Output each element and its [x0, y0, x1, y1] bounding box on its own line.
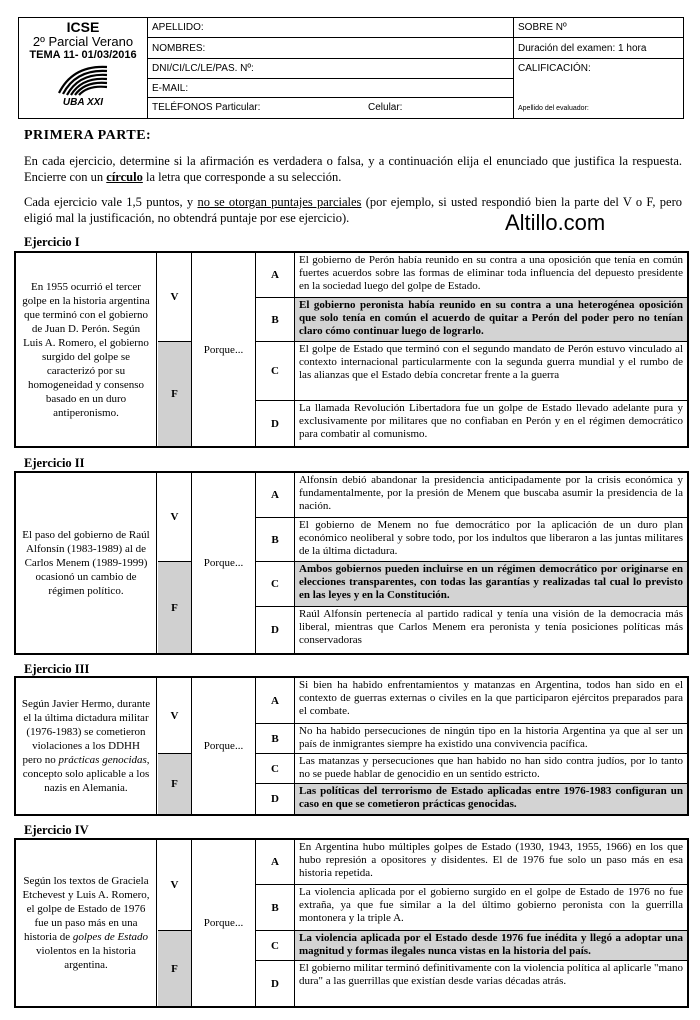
exercise-4-statement: Según los textos de Graciela Etchevest y Luis A. Romero, el golpe de Estado de 1976 fue un paso más en una historia de golpes de Estado violentos en la historia argentina. [16, 840, 157, 1006]
telefonos-field[interactable] [148, 98, 513, 118]
apellido-label: APELLIDO: [152, 22, 204, 33]
exercise-3-option-d[interactable]: D Las políticas del terrorismo de Estado aplicadas entre 1976-1983 configuran un caso en que se cometieron prácticas genocidas. [256, 784, 687, 814]
nombres-field[interactable] [148, 38, 513, 59]
exercise-2-title: Ejercicio II [24, 456, 85, 470]
exercise-1-porque: Porque... [192, 253, 256, 446]
nombres-label: NOMBRES: [152, 43, 206, 54]
celular-label: Celular: [368, 102, 403, 113]
exercise-4-false-option[interactable]: F [158, 931, 192, 1006]
instructions-paragraph-2: Cada ejercicio vale 1,5 puntos, y no se otorgan puntajes parciales (por ejemplo, si usted respondió bien la parte del V o F, pero eligió mal la justificación, no obtendrá puntaje por ese ejercicio). [24, 195, 682, 225]
exercise-3-true-option[interactable]: V [158, 678, 192, 754]
exercise-2-option-b[interactable]: B El gobierno de Menem no fue democrático por la aplicación de un duro plan económico neoliberal y sobre todo, por los indultos que liberaron a las juntas militares de la última dictadura. [256, 518, 687, 562]
uba-logo-icon [55, 63, 111, 97]
exercise-4-table [14, 838, 689, 1008]
exercise-1-statement: En 1955 ocurrió el tercer golpe en la historia argentina que terminó con el gobierno de Juan D. Perón. Según Luis A. Romero, el gobierno surgido del golpe se caracterizó por su homogeneidad y consenso basado en un duro antiperonismo. [16, 253, 157, 446]
exercise-3-option-b[interactable]: B No ha habido persecuciones de ningún tipo en la historia Argentina ya que al ser un país de inmigrantes siempre ha existido una convivencia pacífica. [256, 724, 687, 754]
exercise-1-false-option[interactable]: F [158, 342, 192, 446]
exercise-3-porque: Porque... [192, 678, 256, 814]
exercise-4-true-option[interactable]: V [158, 840, 192, 931]
exercise-2-option-c[interactable]: C Ambos gobiernos pueden incluirse en un régimen democrático por originarse en elecciones transparentes, con todas las garantías y realizadas tal cual lo previsto en las leyes y en la Constitución. [256, 562, 687, 607]
exam-name: 2º Parcial Verano [32, 34, 134, 49]
school-name: ICSE [66, 19, 100, 35]
email-label: E-MAIL: [152, 83, 189, 94]
exam-header [18, 17, 684, 119]
exercise-3-statement: Según Javier Hermo, durante el la última dictadura militar (1976-1983) se cometieron violaciones a los DDHH pero no prácticas genocidas, concepto solo aplicable a los nazis en Alemania. [16, 678, 157, 814]
duracion-field: Duración del examen: 1 hora [514, 38, 683, 59]
exercise-2-true-option[interactable]: V [158, 473, 192, 562]
exercise-4-porque: Porque... [192, 840, 256, 1006]
exercise-1-option-d[interactable]: D La llamada Revolución Libertadora fue un golpe de Estado llevado adelante pura y exclusivamente por militares que no confiaban en Perón y en el régimen democrático para combatir al comunismo. [256, 401, 687, 446]
watermark: Altillo.com [505, 210, 606, 235]
dni-field[interactable] [148, 59, 513, 79]
exercise-4-option-a[interactable]: A En Argentina hubo múltiples golpes de Estado (1930, 1943, 1955, 1966) en los que hubo represión a opositores y disidentes. El de 1976 fue solo un paso más en esa historia repetida. [256, 840, 687, 885]
grading-fields [514, 18, 683, 118]
exercise-2-statement: El paso del gobierno de Raúl Alfonsín (1983-1989) al de Carlos Menem (1989-1999) ocasionó un cambio de régimen político. [16, 473, 157, 653]
exercise-3-option-c[interactable]: C Las matanzas y persecuciones que han habido no han sido contra judíos, por lo tanto no se puede hablar de genocidio en un sentido estricto. [256, 754, 687, 784]
exercise-1-option-b[interactable]: B El gobierno peronista había reunido en su contra a una heterogénea oposición que solo tenía en común el acuerdo de quitar a Perón del poder pero no tenían claro cómo continuar luego de lograrlo. [256, 298, 687, 342]
exam-tema: TEMA 11- 01/03/2016 [29, 49, 137, 61]
exercise-3-option-a[interactable]: A Si bien ha habido enfrentamientos y matanzas en Argentina, todos han sido en el contexto de guerras externas o civiles en la que participaron ejércitos preparados para el combate. [256, 678, 687, 724]
exercise-1-option-c[interactable]: C El golpe de Estado que terminó con el segundo mandato de Perón estuvo vinculado al contexto internacional particularmente con la segunda guerra mundial y el rumbo de las alianzas que el Estado debía concretar frente a la guerra [256, 342, 687, 401]
exercise-4-option-c[interactable]: C La violencia aplicada por el Estado desde 1976 fue inédita y llegó a adoptar una magnitud y formas ilegales nunca vistas en la historia del país. [256, 931, 687, 961]
exercise-2-option-d[interactable]: D Raúl Alfonsín pertenecía al partido radical y tenía una visión de la democracia más liberal, mientras que Carlos Menem era peronista y tenía posiciones políticas más conservadoras [256, 607, 687, 653]
student-fields [148, 18, 514, 118]
uba-logo-text: UBA XXI [62, 97, 104, 108]
exercise-4-option-b[interactable]: B La violencia aplicada por el gobierno surgido en el golpe de Estado de 1976 no fue extraña, ya que fue similar a la del último gobierno peronista con la guerrilla montonera y la triple A. [256, 885, 687, 931]
evaluador-field: Apellido del evaluador: [518, 105, 589, 112]
dni-label: DNI/CI/LC/LE/PAS. Nº: [152, 63, 254, 74]
exercise-2-false-option[interactable]: F [158, 562, 192, 653]
header-logo-block [19, 18, 148, 118]
exercise-1-true-option[interactable]: V [158, 253, 192, 342]
instructions-paragraph-1: En cada ejercicio, determine si la afirmación es verdadera o falsa, y a continuación elija el enunciado que justifica la respuesta. Encierre con un círculo la letra que corresponde a su selección. [24, 154, 682, 184]
email-field[interactable] [148, 79, 513, 98]
exercise-2-option-a[interactable]: A Alfonsín debió abandonar la presidencia anticipadamente por la crisis económica y fundamentalmente, por la presión de Menem que buscaba asumir la presidencia de la nación. [256, 473, 687, 518]
exercise-3-table [14, 676, 689, 816]
section-title: PRIMERA PARTE: [24, 128, 152, 143]
exercise-4-option-d[interactable]: D El gobierno militar terminó definitivamente con la violencia política al aplicarle "mano dura" a las guerrillas que existían desde varias décadas atrás. [256, 961, 687, 1006]
exercise-2-table [14, 471, 689, 655]
sobre-field: SOBRE Nº [514, 18, 683, 38]
exercise-4-title: Ejercicio IV [24, 823, 89, 837]
exercise-1-table [14, 251, 689, 448]
calificacion-field: CALIFICACIÓN: [518, 63, 591, 74]
apellido-field[interactable] [148, 18, 513, 38]
exercise-3-title: Ejercicio III [24, 662, 90, 676]
exercise-1-option-a[interactable]: A El gobierno de Perón había reunido en su contra a una oposición que tenía en común fuertes acuerdos sobre las formas de eliminar toda influencia del depuesto presidente en la sociedad luego del golpe de Estado. [256, 253, 687, 298]
exercise-3-false-option[interactable]: F [158, 754, 192, 814]
telefonos-label: TELÉFONOS Particular: [152, 102, 261, 113]
exercise-1-title: Ejercicio I [24, 235, 80, 249]
exercise-2-porque: Porque... [192, 473, 256, 653]
